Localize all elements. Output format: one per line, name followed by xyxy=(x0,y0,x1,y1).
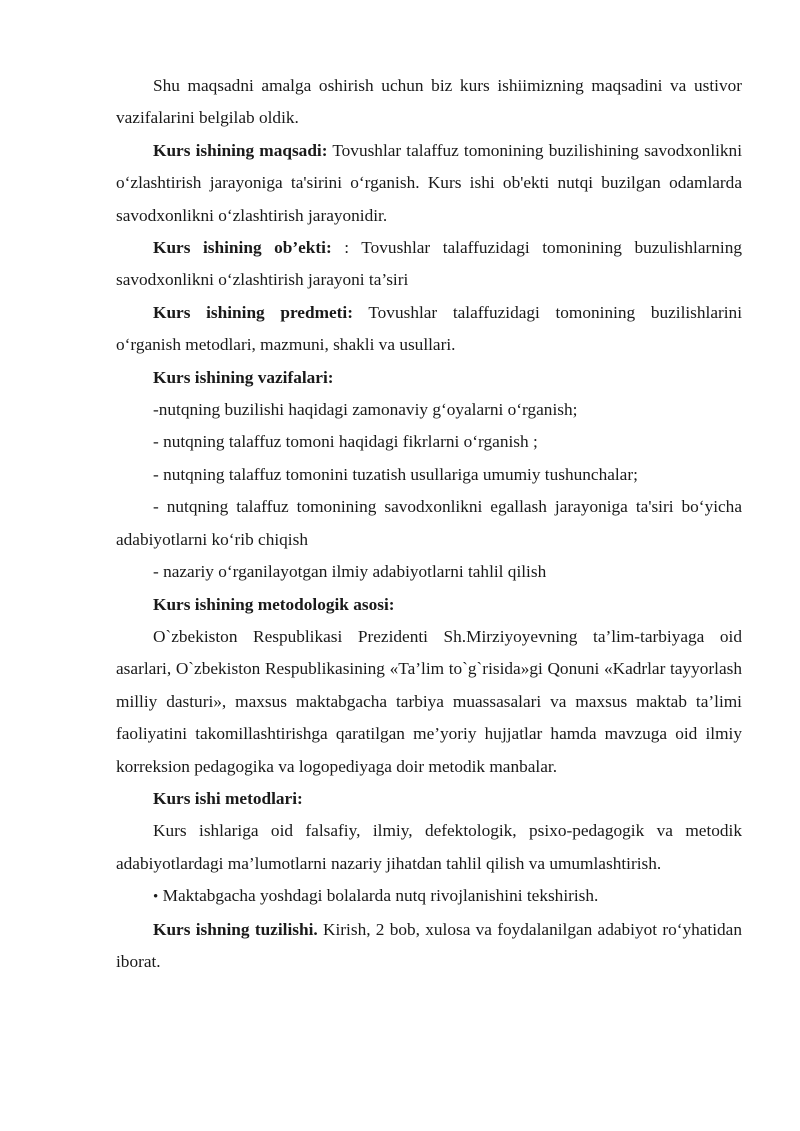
structure-paragraph xyxy=(116,914,742,979)
methods-paragraph: Kurs ishlariga oid falsafiy, ilmiy, defektologik, psixo-pedagogik va metodik adabiyotlardagi ma’lumotlarni nazariy jihatdan tahlil qilish va umumlashtirish. xyxy=(116,821,742,873)
tasks-heading xyxy=(116,362,742,394)
methods-label: Kurs ishi metodlari: xyxy=(153,788,303,808)
goal-paragraph xyxy=(116,135,742,232)
subject-paragraph xyxy=(116,297,742,362)
methods-heading xyxy=(116,783,742,815)
task-item: -nutqning buzilishi haqidagi zamonaviy g‘oyalarni o‘rganish; xyxy=(153,400,578,420)
intro-paragraph: Shu maqsadni amalga oshirish uchun biz kurs ishiimizning maqsadini va ustivor vazifalarini belgilab oldik. xyxy=(116,76,742,128)
structure-label: Kurs ishning tuzilishi. xyxy=(153,919,318,939)
object-text: : Tovushlar talaffuzidagi tomonining buzulishlarning savodxonlikni o‘zlashtirish jarayoni ta’siri xyxy=(116,238,742,290)
tasks-label: Kurs ishining vazifalari: xyxy=(153,367,334,387)
object-paragraph xyxy=(116,232,742,297)
subject-text: Tovushlar talaffuzidagi tomonining buzilishlarini o‘rganish metodlari, mazmuni, shakli va usullari. xyxy=(116,302,743,355)
task-item: - nutqning talaffuz tomonining savodxonlikni egallash jarayoniga ta'siri bo‘yicha adabiyotlarni ko‘rib chiqish xyxy=(116,497,742,549)
document-page xyxy=(116,70,742,978)
methods-bullet-item xyxy=(116,880,742,913)
goal-label: Kurs ishining maqsadi: xyxy=(153,140,328,160)
task-item: - nutqning talaffuz tomoni haqidagi fikrlarni o‘rganish ; xyxy=(153,432,538,452)
methodology-label: Kurs ishining metodologik asosi: xyxy=(153,594,395,614)
bullet-icon: • xyxy=(153,889,159,906)
task-item: - nazariy o‘rganilayotgan ilmiy adabiyotlarni tahlil qilish xyxy=(153,562,547,582)
subject-label: Kurs ishining predmeti: xyxy=(153,302,353,322)
goal-text: Tovushlar talaffuz tomonining buzilishining savodxonlikni o‘zlashtirish jarayoniga ta'sirini o‘rganish. Kurs ishi ob'ekti nutqi buzilgan odamlarda savodxonlikni o‘zlashtirish jarayonidir. xyxy=(116,140,743,225)
task-item: - nutqning talaffuz tomonini tuzatish usullariga umumiy tushunchalar; xyxy=(153,464,638,484)
object-label: Kurs ishining ob’ekti: xyxy=(153,238,332,258)
methodology-paragraph: O`zbekiston Respublikasi Prezidenti Sh.Mirziyoyevning ta’lim-tarbiyaga oid asarlari, O`zbekiston Respublikasining «Ta’lim to`g`risida»gi Qonuni «Kadrlar tayyorlash milliy dasturi», maxsus maktabgacha tarbiya muassasalari va maxsus maktab ta’limi faoliyatini takomillashtirishga qaratilgan me’yoriy hujjatlar hamda mavzuga oid ilmiy korreksion pedagogika va logopediyaga doir metodik manbalar. xyxy=(116,626,742,776)
methods-bullet-text: Maktabgacha yoshdagi bolalarda nutq rivojlanishini tekshirish. xyxy=(158,886,599,906)
structure-text: Kirish, 2 bob, xulosa va foydalanilgan adabiyot ro‘yhatidan iborat. xyxy=(116,919,742,971)
methodology-heading xyxy=(116,589,742,621)
